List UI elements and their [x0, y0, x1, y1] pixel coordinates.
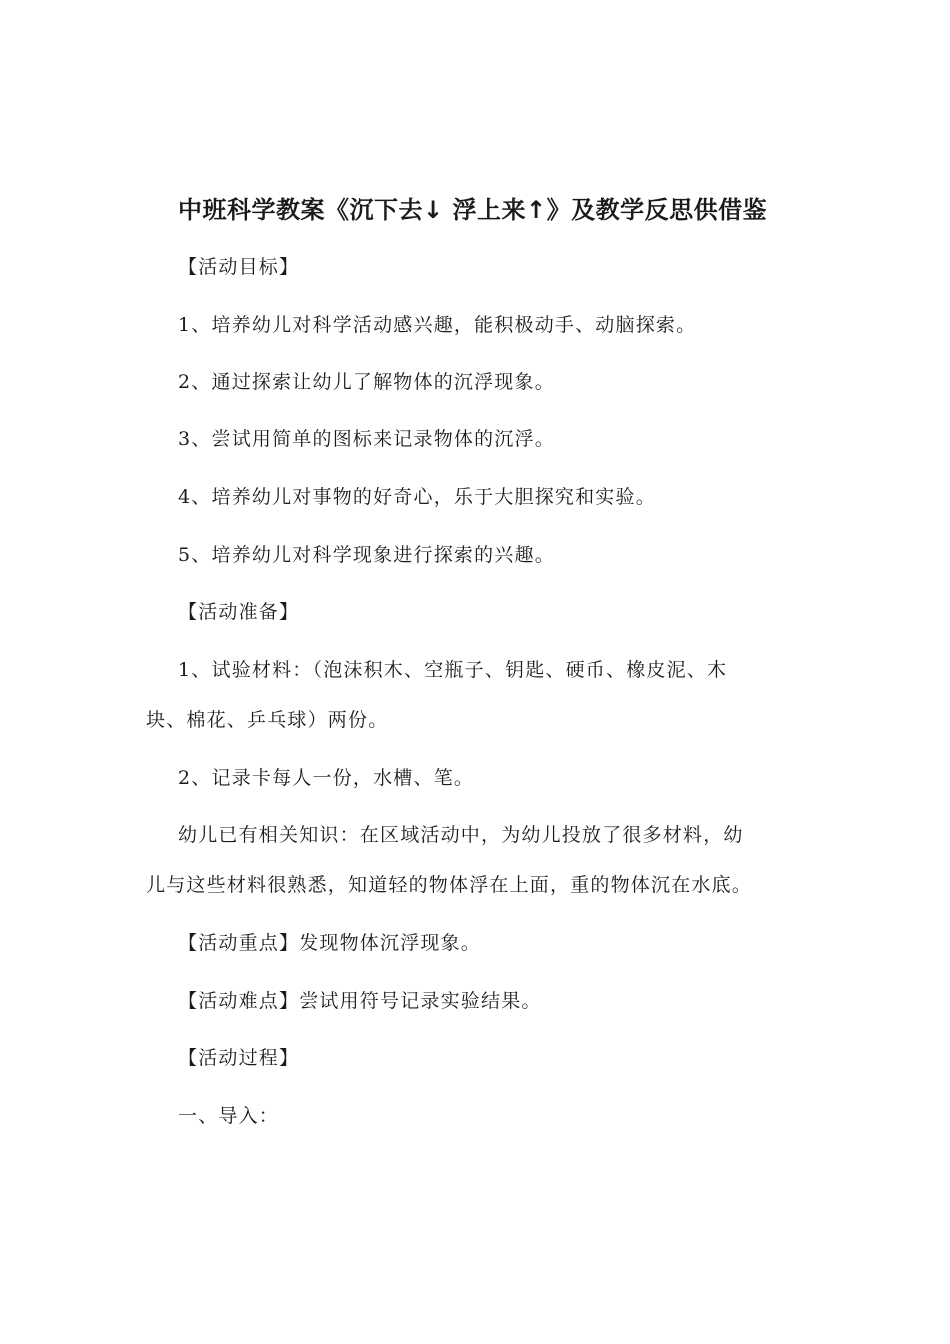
paragraph-line: 一、导入：: [178, 1105, 280, 1127]
paragraph-line: 2、通过探索让幼儿了解物体的沉浮现象。: [178, 371, 555, 393]
paragraph-line: 1、培养幼儿对科学活动感兴趣，能积极动手、动脑探索。: [178, 314, 697, 336]
paragraph-line: 1、试验材料：（泡沫积木、空瓶子、钥匙、硬币、橡皮泥、木: [178, 659, 728, 681]
paragraph-line: 5、培养幼儿对科学现象进行探索的兴趣。: [178, 544, 555, 566]
section-heading-process: 【活动过程】: [178, 1047, 300, 1069]
paragraph-line: 块、棉花、乒乓球）两份。: [146, 709, 389, 731]
paragraph-line: 2、记录卡每人一份，水槽、笔。: [178, 767, 475, 789]
paragraph-line: 3、尝试用简单的图标来记录物体的沉浮。: [178, 428, 555, 450]
paragraph-line: 幼儿已有相关知识：在区域活动中，为幼儿投放了很多材料，幼: [178, 824, 744, 846]
section-heading-goals: 【活动目标】: [178, 256, 300, 278]
paragraph-line: 4、培养幼儿对事物的好奇心，乐于大胆探究和实验。: [178, 486, 656, 508]
paragraph-line: 儿与这些材料很熟悉，知道轻的物体浮在上面，重的物体沉在水底。: [146, 874, 753, 896]
section-heading-difficulty: 【活动难点】尝试用符号记录实验结果。: [178, 990, 542, 1012]
section-heading-key-point: 【活动重点】发现物体沉浮现象。: [178, 932, 482, 954]
section-heading-preparation: 【活动准备】: [178, 601, 300, 623]
document-title: 中班科学教案《沉下去↓ 浮上来↑》及教学反思供借鉴: [178, 196, 768, 224]
